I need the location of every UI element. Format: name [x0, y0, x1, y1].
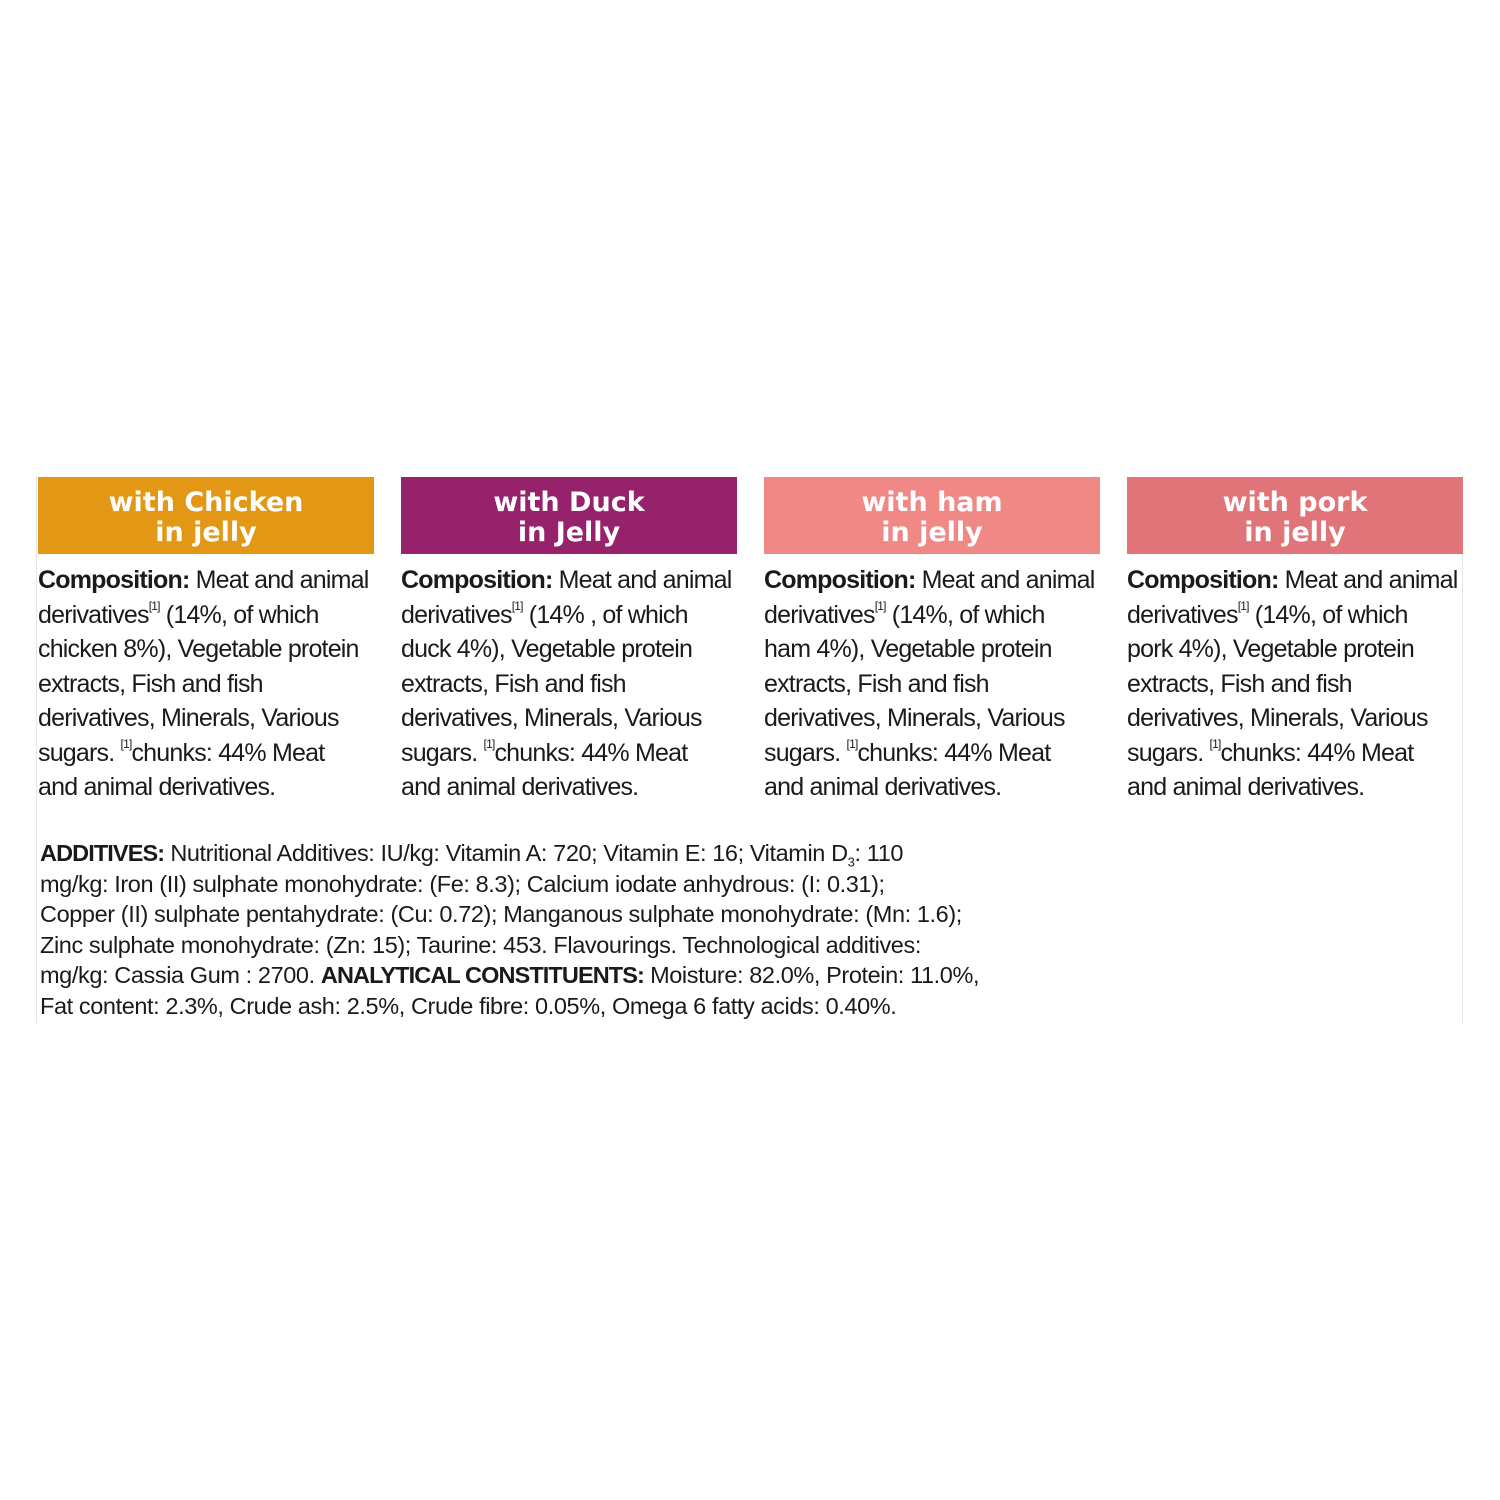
additives-text: ADDITIVES: Nutritional Additives: IU/kg: Vitamin A: 720; Vitamin E: 16; Vitamin $D_3$: 110 mg/kg: Iron (II) sulphate monohydrate: (Fe: 8.3); Calcium iodate anhydrous: (I: 0.31); Copper (II) sulphate pentahydrate: (Cu: 0.72); Manganous sulphate monohydrate: (Mn: 1.6); Zinc sulphate monohydrate: (Zn: 15); Taurine: 453. Flavourings. Technological additives: mg/kg: Cassia Gum : 2700. ANALYTICAL CONSTITUENTS: Moisture: 82.0%, Protein: 11.0%, Fat content: 2.3%, Crude ash: 2.5%, Crude fibre: 0.05%, Omega 6 fatty acids: 0.40%. — [40, 840, 980, 1019]
composition-text: Composition: Meat and animal derivatives[1] (14%, of which ham 4%), Vegetable protein extracts, Fish and fish derivatives, Minerals, Various sugars. [1]chunks: 44% Meat and animal derivatives. — [764, 566, 1095, 801]
variant-banner-chicken — [38, 477, 374, 554]
footnote-marker: [1] — [483, 736, 495, 751]
composition-label: Composition: — [764, 566, 916, 594]
footnote-marker: [1] — [120, 736, 132, 751]
composition-label: Composition: — [401, 566, 553, 594]
variant-duck — [401, 477, 737, 805]
footnote-marker: [1] — [1209, 736, 1221, 751]
footnote-marker: [1] — [1237, 598, 1249, 613]
banner-title: with Chicken — [108, 487, 304, 518]
variant-banner-pork — [1127, 477, 1463, 554]
label-panel — [36, 476, 1463, 1023]
variant-banner-duck — [401, 477, 737, 554]
composition-text: Composition: Meat and animal derivatives[1] (14%, of which pork 4%), Vegetable protein extracts, Fish and fish derivatives, Minerals, Various sugars. [1]chunks: 44% Meat and animal derivatives. — [1127, 566, 1458, 801]
banner-subtitle: in jelly — [155, 517, 257, 548]
composition-text: Composition: Meat and animal derivatives[1] (14% , of which duck 4%), Vegetable protein extracts, Fish and fish derivatives, Minerals, Various sugars. [1]chunks: 44% Meat and animal derivatives. — [401, 566, 732, 801]
variant-pork — [1127, 477, 1463, 805]
footnote-marker: [1] — [148, 598, 160, 613]
variant-banner-ham — [764, 477, 1100, 554]
banner-subtitle: in Jelly — [517, 517, 621, 548]
variant-chicken — [38, 477, 374, 805]
composition-label: Composition: — [1127, 566, 1279, 594]
footnote-marker: [1] — [511, 598, 523, 613]
banner-subtitle: in jelly — [1244, 517, 1346, 548]
additives-label: ADDITIVES: — [40, 840, 165, 866]
composition-text: Composition: Meat and animal derivatives[1] (14%, of which chicken 8%), Vegetable protein extracts, Fish and fish derivatives, Minerals, Various sugars. [1]chunks: 44% Meat and animal derivatives. — [38, 566, 369, 801]
footnote-marker: [1] — [874, 598, 886, 613]
footnote-marker: [1] — [846, 736, 858, 751]
analytical-constituents-label: ANALYTICAL CONSTITUENTS: — [320, 962, 644, 988]
banner-title: with Duck — [493, 487, 645, 518]
composition-label: Composition: — [38, 566, 190, 594]
variant-ham — [764, 477, 1100, 805]
banner-title: with pork — [1222, 487, 1368, 518]
banner-title: with ham — [861, 487, 1003, 518]
banner-subtitle: in jelly — [881, 517, 983, 548]
